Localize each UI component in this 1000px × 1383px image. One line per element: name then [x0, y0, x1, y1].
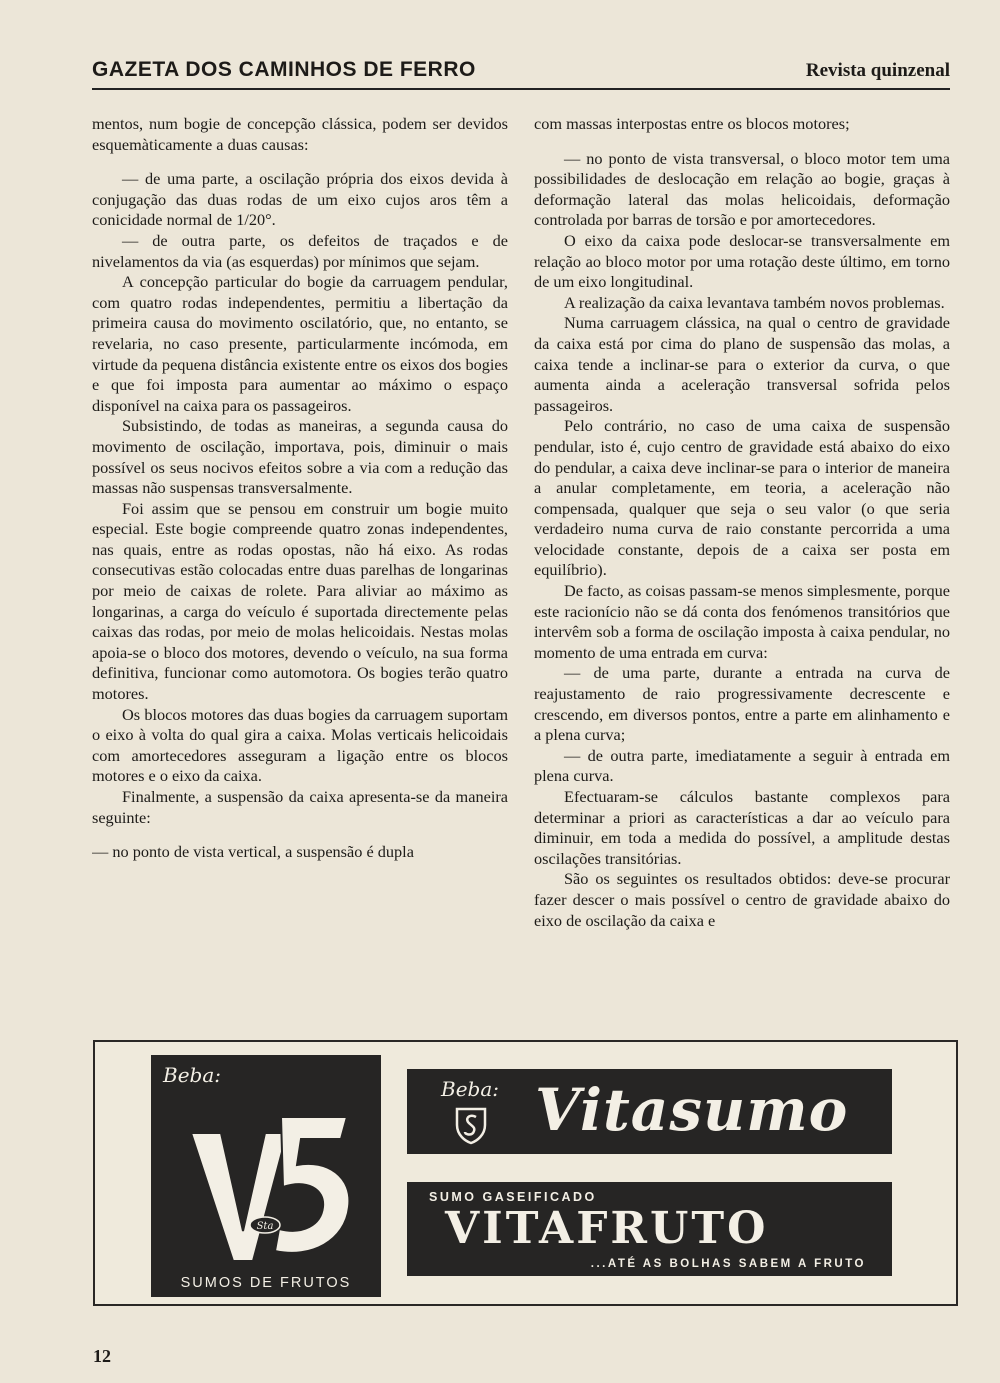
- paragraph: São os seguintes os resultados obtidos: deve-se procurar fazer descer o mais possível o centro de gravidade abaixo do eixo de oscilação da caixa e: [534, 869, 950, 930]
- vitasumo-ad-panel: [407, 1069, 892, 1154]
- page-number: 12: [93, 1346, 111, 1366]
- v5-logo-small-text: Sta: [256, 1221, 274, 1232]
- vitafruto-ad-panel: [407, 1182, 892, 1276]
- v5-logo-icon: [151, 1055, 381, 1297]
- paragraph: A realização da caixa levantava também novos problemas.: [564, 292, 945, 312]
- paragraph: Os blocos motores das duas bogies da carruagem suportam o eixo à volta do qual gira a caixa. Molas verticais helicoidais com amortecedores asseguram a ligação entre os blocos motores e o eixo da caixa.: [92, 704, 508, 786]
- paragraph: com massas interpostas entre os blocos motores;: [534, 114, 850, 133]
- vitasumo-beba-text: Beba:: [441, 1077, 499, 1101]
- v5-tagline: SUMOS DE FRUTOS: [180, 1275, 352, 1291]
- paragraph: — de outra parte, os defeitos de traçados e de nivelamentos da via (as esquerdas) por mínimos que sejam.: [92, 230, 508, 271]
- paragraph: mentos, num bogie de concepção clássica, podem ser devidos esquemàticamente a duas causas:: [92, 114, 508, 154]
- magazine-title: GAZETA DOS CAMINHOS DE FERRO: [92, 58, 476, 81]
- paragraph: — no ponto de vista transversal, o bloco motor tem uma possibilidades de deslocação em relação ao bogie, graças à deformação lateral das molas helicoidais, deformação controlada por barras de torsão e por amortecedores.: [534, 148, 950, 230]
- paragraph: — de uma parte, a oscilação própria dos eixos devida à conjugação das duas rodas de um eixo cujos aros têm a conicidade normal de 1/20°.: [92, 169, 508, 230]
- v5-ad-panel: [151, 1055, 381, 1297]
- vitafruto-slogan: ...ATÉ AS BOLHAS SABEM A FRUTO: [590, 1258, 866, 1270]
- paragraph: A concepção particular do bogie da carruagem pendular, com quatro rodas independentes, permitiu a libertação da primeira causa do movimento oscilatório, que, no entanto, se revelaria, no caso presente, particularmente incómoda, em virtude da pequena distância existente entre os eixos dos bogies e que foi imposta para aumentar ao máximo o espaço disponível na caixa para os passageiros.: [92, 272, 508, 415]
- vitafruto-brand: VITAFRUTO: [445, 1203, 769, 1254]
- advertisement: [93, 1040, 958, 1306]
- v5-logo-text: V5: [151, 1055, 153, 1056]
- paragraph: Numa carruagem clássica, na qual o centro de gravidade da caixa está por cima do plano de suspensão das molas, a caixa tende a inclinar-se para o exterior da curva, o que aumenta ainda a aceleração transversal sofrida pelos passageiros.: [534, 313, 950, 415]
- paragraph: Subsistindo, de todas as maneiras, a segunda causa do movimento de oscilação, importava, pois, diminuir o mais possível os seus nocivos efeitos sobre a via com a redução das massas não suspensas transversalmente.: [92, 416, 508, 498]
- right-column: [534, 114, 950, 1024]
- paragraph: De facto, as coisas passam-se menos simplesmente, porque este racionício não se dá conta dos fenómenos transitórios que intervêm sob a forma de oscilação imposta à caixa pendular, no momento de uma entrada em curva:: [534, 581, 950, 662]
- paragraph: O eixo da caixa pode deslocar-se transversalmente em relação ao bloco motor por uma rotação deste último, em torno de um eixo longitudinal.: [534, 230, 950, 292]
- paragraph: Efectuaram-se cálculos bastante complexos para determinar a priori as características a dar ao veículo para diminuir, em toda a medida do possível, a amplitude destas oscilações transitórias.: [534, 787, 950, 868]
- vitasumo-brand: Vitasumo: [535, 1076, 849, 1144]
- paragraph: Finalmente, a suspensão da caixa apresenta-se da maneira seguinte:: [92, 787, 508, 827]
- magazine-subtitle: Revista quinzenal: [805, 60, 950, 81]
- paragraph: — no ponto de vista vertical, a suspensão é dupla: [92, 842, 414, 862]
- paragraph: Pelo contrário, no caso de uma caixa de suspensão pendular, isto é, cujo centro de gravidade está abaixo do eixo do pendular, a caixa deve inclinar-se para o interior de maneira a anular completamente, em teoria, a aceleração não compensada, qualquer que seja o seu valor (o que seria verdadeiro numa curva de raio constante percorrida a uma velocidade constante, depois de a caixa ser posta em equilíbrio).: [534, 416, 950, 580]
- paragraph: Foi assim que se pensou em construir um bogie muito especial. Este bogie compreende quatro zonas independentes, nas quais, entre as rodas opostas, não há eixo. As rodas consecutivas estão colocadas entre duas parelhas de longarinas por meio de caixas de rolete. Para aliviar ao máximo as longarinas, a carga do veículo é suportada directemente pelas caixas das rodas, por meio de molas helicoidais. Nestas molas apoia-se o bloco dos motores, devendo o veículo, na sua forma definitiva, funcionar como automotora. Os bogies terão quatro motores.: [92, 498, 508, 704]
- running-header: [92, 46, 950, 90]
- paragraph: — de outra parte, imediatamente a seguir à entrada em plena curva.: [534, 745, 950, 786]
- vitafruto-tag: SUMO GASEIFICADO: [429, 1190, 597, 1204]
- left-column: [92, 114, 508, 1024]
- v5-beba-text: Beba:: [163, 1063, 221, 1087]
- paragraph: — de uma parte, durante a entrada na curva de reajustamento de raio progressivamente decrescente e crescendo, em diversos pontos, entre a parte em alinhamento e a plena curva;: [534, 663, 950, 745]
- shield-logo-icon: [453, 1105, 489, 1145]
